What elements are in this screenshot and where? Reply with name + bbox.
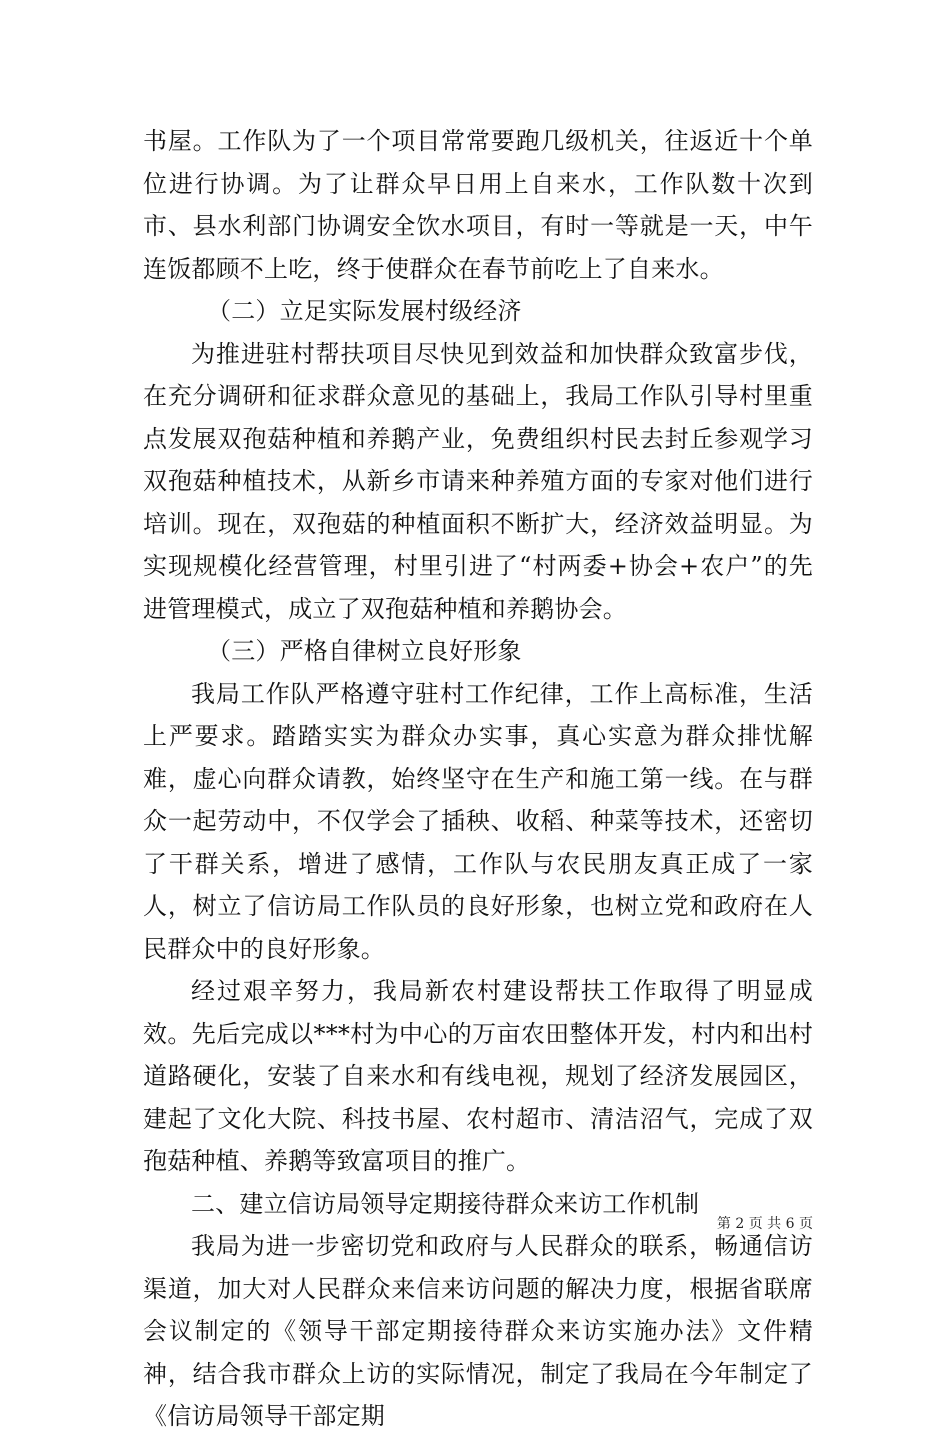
paragraph-5: 我局为进一步密切党和政府与人民群众的联系，畅通信访渠道，加大对人民群众来信来访问题的解决力度，根据省联席会议制定的《领导干部定期接待群众来访实施办法》文件精神，结合我市群众上访的实际情况，制定了我局在今年制定了《信访局领导干部定期 (143, 1232, 813, 1430)
subheading-2: （二）立足实际发展村级经济 (207, 297, 522, 325)
subheading-3: （三）严格自律树立良好形象 (207, 637, 522, 665)
paragraph-2: 为推进驻村帮扶项目尽快见到效益和加快群众致富步伐，在充分调研和征求群众意见的基础上，我局工作队引导村里重点发展双孢菇种植和养鹅产业，免费组织村民去封丘参观学习双孢菇种植技术，从新乡市请来种养殖方面的专家对他们进行培训。现在，双孢菇的种植面积不断扩大，经济效益明显。为实现规模化经营管理，村里引进了“村两委+协会+农户”的先进管理模式，成立了双孢菇种植和养鹅协会。 (143, 339, 813, 623)
paragraph-4: 经过艰辛努力，我局新农村建设帮扶工作取得了明显成效。先后完成以***村为中心的万亩农田整体开发，村内和出村道路硬化，安装了自来水和有线电视，规划了经济发展园区，建起了文化大院、科技书屋、农村超市、清洁沼气，完成了双孢菇种植、养鹅等致富项目的推广。 (143, 977, 813, 1175)
paragraph-3: 我局工作队严格遵守驻村工作纪律，工作上高标准，生活上严要求。踏踏实实为群众办实事，真心实意为群众排忧解难，虚心向群众请教，始终坚守在生产和施工第一线。在与群众一起劳动中，不仅学会了插秧、收稻、种菜等技术，还密切了干群关系，增进了感情，工作队与农民朋友真正成了一家人，树立了信访局工作队员的良好形象，也树立党和政府在人民群众中的良好形象。 (143, 679, 813, 963)
page-number-footer: 第 2 页 共 6 页 (716, 1216, 813, 1232)
document-body (143, 120, 813, 1438)
paragraph-1: 书屋。工作队为了一个项目常常要跑几级机关，往返近十个单位进行协调。为了让群众早日用上自来水，工作队数十次到市、县水利部门协调安全饮水项目，有时一等就是一天，中午连饭都顾不上吃，终于使群众在春节前吃上了自来水。 (143, 127, 813, 283)
section-heading-2: 二、建立信访局领导定期接待群众来访工作机制 (191, 1189, 700, 1218)
